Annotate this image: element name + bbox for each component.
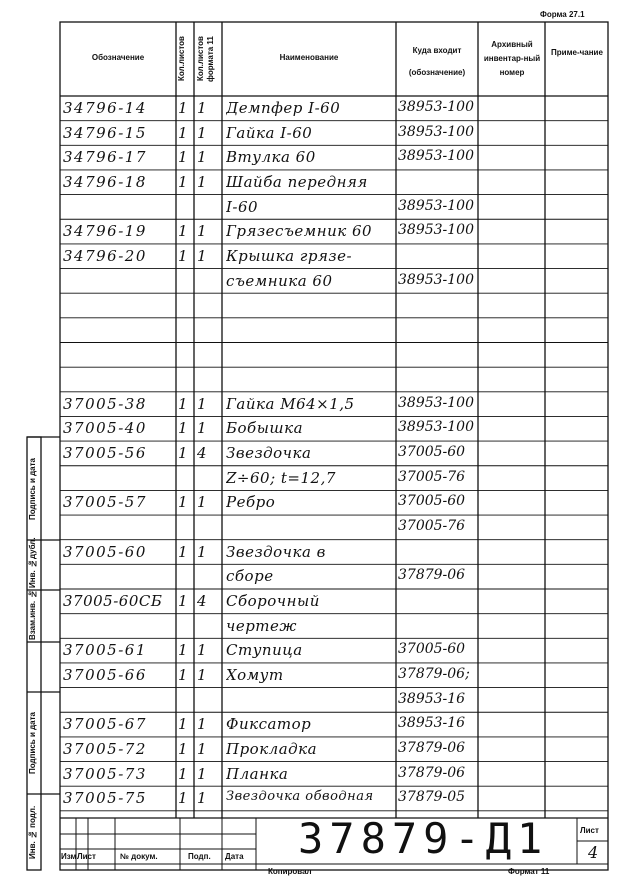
row-name: сборе — [226, 567, 274, 586]
row-sheets-a11: 1 — [197, 172, 208, 191]
row-where-used: 37879-05 — [398, 789, 466, 806]
row-name: Ребро — [226, 493, 276, 512]
row-name: Звездочка — [226, 444, 312, 463]
row-sheets-count: 1 — [178, 764, 189, 783]
row-code: 34796-15 — [63, 123, 147, 142]
header-note: Приме-чание — [551, 48, 603, 57]
side-label-inv-podl: Инв. № подл. — [28, 805, 37, 859]
row-sheets-count: 1 — [178, 148, 189, 167]
row-name: Гайка I-60 — [226, 123, 313, 142]
header-archive: Архивный инвентар-ный номер — [483, 40, 541, 77]
row-name: Z÷60; t=12,7 — [226, 468, 336, 487]
side-label-sign-date-2: Подпись и дата — [28, 712, 37, 774]
row-code: 37005-61 — [63, 641, 147, 660]
row-where-used: 38953-100 — [398, 148, 474, 165]
row-name: Прокладка — [226, 739, 318, 758]
row-name: Звездочка в — [226, 542, 326, 561]
header-sheets-count: Кол.листов — [177, 36, 186, 82]
title-col-izm: Изм — [61, 852, 77, 861]
row-code: 34796-18 — [63, 172, 147, 191]
row-where-used: 38953-100 — [398, 394, 474, 411]
row-sheets-a11: 1 — [197, 148, 208, 167]
row-code: 37005-67 — [63, 715, 147, 734]
row-sheets-count: 1 — [178, 123, 189, 142]
row-sheets-a11: 4 — [197, 444, 208, 463]
row-where-used: 38953-100 — [398, 419, 474, 436]
row-sheets-a11: 1 — [197, 665, 208, 684]
row-sheets-count: 1 — [178, 99, 189, 117]
row-name: съемника 60 — [226, 271, 333, 290]
row-sheets-a11: 1 — [197, 715, 208, 734]
row-sheets-a11: 1 — [197, 99, 208, 117]
row-sheets-count: 1 — [178, 419, 189, 438]
row-code: 34796-14 — [63, 99, 147, 117]
header-where-used: Куда входит (обозначение) — [408, 46, 466, 77]
row-code: 37005-60СБ — [63, 592, 163, 610]
header-sheets-a11: Кол.листов формата 11 — [196, 36, 215, 82]
sheet-label: Лист — [580, 826, 599, 835]
header-name: Наименование — [279, 53, 339, 62]
row-name: Хомут — [226, 665, 284, 684]
row-sheets-a11: 4 — [197, 592, 208, 610]
row-where-used: 38953-100 — [398, 222, 474, 239]
row-name: Шайба передняя — [226, 172, 368, 191]
title-col-sign: Подп. — [188, 852, 211, 861]
row-code: 37005-75 — [63, 789, 147, 808]
row-where-used: 37005-76 — [398, 468, 466, 485]
title-col-list: Лист — [77, 852, 96, 861]
row-code: 34796-20 — [63, 246, 147, 265]
row-sheets-count: 1 — [178, 542, 189, 561]
row-sheets-a11: 1 — [197, 641, 208, 660]
row-code: 34796-19 — [63, 222, 147, 241]
document-number: 37879-Д1 — [298, 814, 549, 863]
format-label: Формат 11 — [508, 867, 550, 876]
row-sheets-count: 1 — [178, 493, 189, 512]
row-sheets-a11: 1 — [197, 246, 208, 265]
row-code: 37005-40 — [63, 419, 147, 438]
row-name: Крышка грязе- — [226, 246, 353, 265]
row-code: 34796-17 — [63, 148, 147, 167]
row-where-used: 37005-60 — [398, 444, 466, 461]
copied-label: Копировал — [268, 867, 312, 876]
row-sheets-count: 1 — [178, 222, 189, 241]
row-sheets-a11: 1 — [197, 542, 208, 561]
row-where-used: 38953-100 — [398, 99, 474, 115]
row-code: 37005-38 — [63, 394, 147, 413]
row-code: 37005-73 — [63, 764, 147, 783]
row-sheets-count: 1 — [178, 715, 189, 734]
row-name: Фиксатор — [226, 715, 312, 734]
row-sheets-count: 1 — [178, 641, 189, 660]
row-sheets-count: 1 — [178, 739, 189, 758]
sheet-number: 4 — [588, 843, 599, 862]
row-code: 37005-66 — [63, 665, 147, 684]
row-where-used: 37005-60 — [398, 641, 466, 658]
row-code: 37005-72 — [63, 739, 147, 758]
row-where-used: 38953-100 — [398, 197, 474, 214]
row-where-used: 38953-16 — [398, 690, 466, 707]
title-col-date: Дата — [225, 852, 244, 861]
row-sheets-a11: 1 — [197, 789, 208, 808]
form-label: Форма 27.1 — [540, 10, 585, 19]
row-sheets-a11: 1 — [197, 764, 208, 783]
row-where-used: 38953-100 — [398, 123, 474, 140]
row-name: I-60 — [226, 197, 259, 216]
row-sheets-count: 1 — [178, 246, 189, 265]
row-name: Гайка М64×1,5 — [226, 394, 355, 413]
row-sheets-a11: 1 — [197, 222, 208, 241]
row-sheets-a11: 1 — [197, 419, 208, 438]
row-code: 37005-60 — [63, 542, 147, 561]
row-name: Втулка 60 — [226, 148, 316, 167]
row-sheets-count: 1 — [178, 592, 189, 610]
title-col-doc: № докум. — [120, 852, 158, 861]
row-name: Планка — [226, 764, 289, 783]
row-sheets-count: 1 — [178, 789, 189, 808]
row-name: Бобышка — [226, 419, 304, 438]
row-name: Ступица — [226, 641, 303, 660]
row-where-used: 37879-06 — [398, 764, 466, 781]
row-name: Сборочный — [226, 592, 320, 610]
header-designation: Обозначение — [91, 53, 145, 62]
row-sheets-a11: 1 — [197, 739, 208, 758]
side-label-vzam-inv: Взам.инв. № — [28, 589, 37, 640]
row-sheets-count: 1 — [178, 665, 189, 684]
row-sheets-count: 1 — [178, 444, 189, 463]
row-name: Грязесъемник 60 — [226, 222, 373, 241]
row-code: 37005-57 — [63, 493, 147, 512]
row-where-used: 37879-06 — [398, 567, 466, 584]
row-sheets-a11: 1 — [197, 123, 208, 142]
row-where-used: 38953-16 — [398, 715, 466, 732]
row-where-used: 37879-06 — [398, 739, 466, 756]
row-sheets-a11: 1 — [197, 493, 208, 512]
row-where-used: 37005-60 — [398, 493, 466, 510]
row-where-used: 37005-76 — [398, 518, 466, 535]
row-name: Звездочка обводная — [226, 789, 374, 805]
side-label-inv-dubl: Инв. №дубл. — [28, 537, 37, 588]
row-sheets-count: 1 — [178, 394, 189, 413]
row-name: Демпфер I-60 — [226, 99, 341, 117]
row-where-used: 37879-06; — [398, 665, 470, 682]
row-sheets-a11: 1 — [197, 394, 208, 413]
row-sheets-count: 1 — [178, 172, 189, 191]
row-code: 37005-56 — [63, 444, 147, 463]
side-label-sign-date-1: Подпись и дата — [28, 458, 37, 520]
row-where-used: 38953-100 — [398, 271, 474, 288]
row-name: чертеж — [226, 616, 297, 635]
